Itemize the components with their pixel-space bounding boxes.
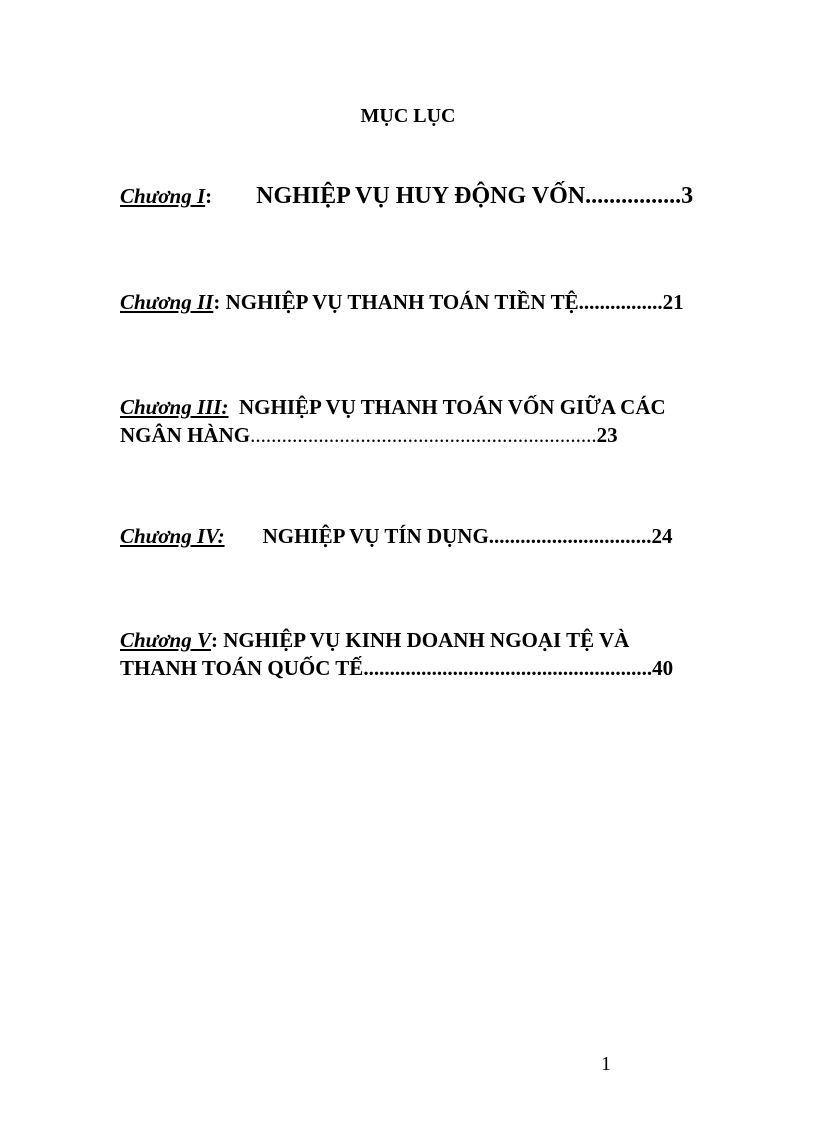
leader-dots: ................: [585, 183, 682, 209]
chapter-label: Chương II: [120, 290, 214, 314]
chapter-separator: :: [210, 628, 218, 652]
chapter-title: NGHIỆP VỤ THANH TOÁN TIỀN TỆ: [225, 290, 579, 314]
page-ref: 23: [596, 423, 618, 447]
leader-dots: .......................................................: [363, 656, 653, 680]
page-ref: 24: [651, 524, 673, 548]
chapter-title: NGHIỆP VỤ HUY ĐỘNG VỐN: [256, 183, 586, 209]
toc-entry-chapter-4[interactable]: [120, 521, 673, 551]
chapter-title-line1: NGHIỆP VỤ THANH TOÁN VỐN GIỮA CÁC: [238, 395, 666, 419]
page-ref: 3: [681, 183, 694, 209]
page-ref: 40: [652, 656, 674, 680]
toc-line: [120, 421, 666, 449]
toc-line: [120, 654, 673, 682]
chapter-separator: :: [213, 290, 221, 314]
leader-dots: ...............................: [488, 524, 652, 548]
leader-dots: ................: [578, 290, 663, 314]
toc-line: [120, 626, 673, 654]
page-title: MỤC LỤC: [360, 105, 456, 127]
toc-entry-chapter-1[interactable]: [120, 180, 693, 212]
toc-entry-chapter-5[interactable]: [120, 626, 673, 682]
leader-dots: ..................................................................: [250, 423, 597, 447]
toc-line: [120, 393, 666, 421]
chapter-label: Chương III:: [120, 395, 229, 419]
chapter-title-line2: THANH TOÁN QUỐC TẾ: [120, 656, 364, 680]
chapter-label: Chương IV:: [120, 524, 225, 548]
page-number: 1: [601, 1053, 611, 1075]
chapter-title: NGHIỆP VỤ TÍN DỤNG: [262, 524, 489, 548]
chapter-title-line2: NGÂN HÀNG: [120, 423, 251, 447]
chapter-label: Chương I: [120, 184, 206, 208]
page-ref: 21: [662, 290, 684, 314]
toc-entry-chapter-2[interactable]: [120, 287, 684, 317]
chapter-separator: :: [205, 184, 213, 208]
toc-entry-chapter-3[interactable]: [120, 393, 666, 449]
chapter-label: Chương V: [120, 628, 211, 652]
chapter-title-line1: NGHIỆP VỤ KINH DOANH NGOẠI TỆ VÀ: [223, 628, 630, 652]
